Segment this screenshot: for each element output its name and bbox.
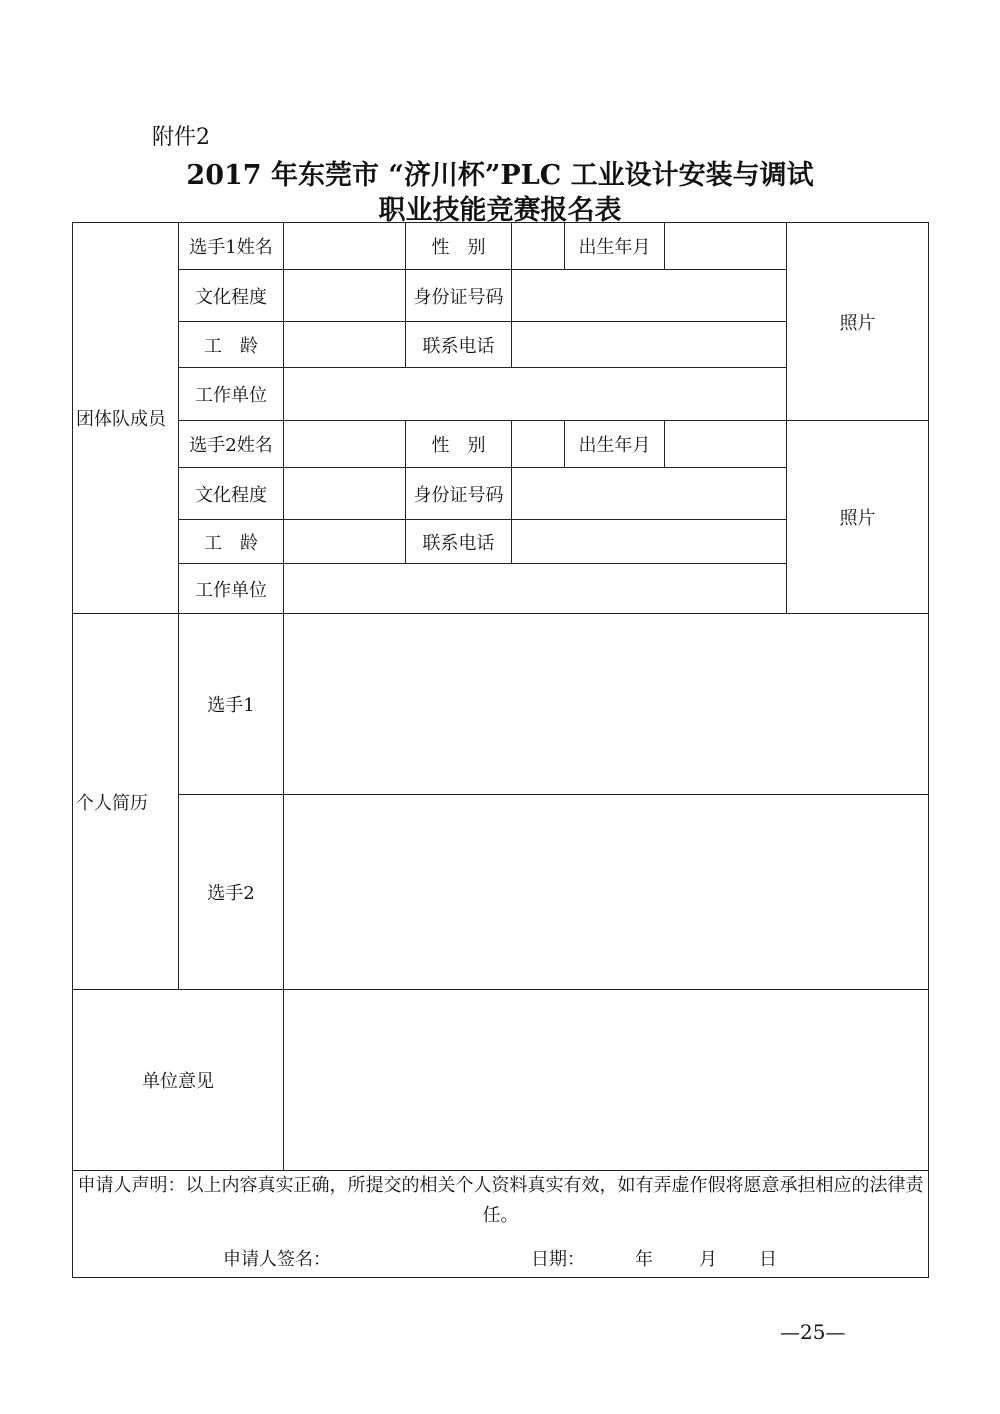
- player2-phone-field[interactable]: [512, 520, 787, 564]
- day-label: 日: [759, 1249, 777, 1270]
- player2-gender-field[interactable]: [512, 421, 565, 468]
- player2-name-field[interactable]: [284, 421, 406, 468]
- declaration-text: 申请人声明：以上内容真实正确，所提交的相关个人资料真实有效，如有弄虚作假将愿意承担相应的法律责任。: [77, 1175, 924, 1226]
- resume-player2-label: 选手2: [179, 795, 284, 990]
- unit-opinion-label: 单位意见: [73, 990, 284, 1171]
- resume-section-label: 个人简历: [73, 614, 179, 990]
- player2-birth-field[interactable]: [665, 421, 787, 468]
- player1-education-field[interactable]: [284, 270, 406, 322]
- resume-player2-field[interactable]: [284, 795, 929, 990]
- player1-name-label: 选手1姓名: [179, 223, 284, 270]
- resume-player1-field[interactable]: [284, 614, 929, 795]
- player1-photo-box[interactable]: 照片: [787, 223, 929, 421]
- team-members-label: 团体队成员: [73, 223, 179, 614]
- player2-birth-label: 出生年月: [565, 421, 665, 468]
- signature-label: 申请人签名：: [223, 1249, 331, 1270]
- player2-id-label: 身份证号码: [406, 468, 512, 520]
- player1-id-label: 身份证号码: [406, 270, 512, 322]
- player1-gender-field[interactable]: [512, 223, 565, 270]
- player1-birth-label: 出生年月: [565, 223, 665, 270]
- player1-phone-label: 联系电话: [406, 322, 512, 368]
- year-label: 年: [635, 1249, 653, 1270]
- form-title-line1: 2017 年东莞市 “济川杯”PLC 工业设计安装与调试: [186, 160, 814, 191]
- player2-gender-label: 性 别: [406, 421, 512, 468]
- form-title-line2: 职业技能竞赛报名表: [378, 195, 622, 226]
- player2-photo-box[interactable]: 照片: [787, 421, 929, 614]
- player1-birth-field[interactable]: [665, 223, 787, 270]
- player1-seniority-label: 工 龄: [179, 322, 284, 368]
- player1-phone-field[interactable]: [512, 322, 787, 368]
- player1-id-field[interactable]: [512, 270, 787, 322]
- declaration-cell: [73, 1171, 929, 1278]
- player1-education-label: 文化程度: [179, 270, 284, 322]
- player2-seniority-field[interactable]: [284, 520, 406, 564]
- page-number: —25—: [780, 1320, 846, 1344]
- player2-employer-label: 工作单位: [179, 564, 284, 614]
- registration-form-table: [72, 222, 929, 1278]
- unit-opinion-field[interactable]: [284, 990, 929, 1171]
- player2-id-field[interactable]: [512, 468, 787, 520]
- player1-employer-label: 工作单位: [179, 368, 284, 421]
- player2-name-label: 选手2姓名: [179, 421, 284, 468]
- player1-gender-label: 性 别: [406, 223, 512, 270]
- player2-seniority-label: 工 龄: [179, 520, 284, 564]
- player2-phone-label: 联系电话: [406, 520, 512, 564]
- player2-education-label: 文化程度: [179, 468, 284, 520]
- player1-seniority-field[interactable]: [284, 322, 406, 368]
- signature-line: [73, 1237, 928, 1277]
- player2-education-field[interactable]: [284, 468, 406, 520]
- player1-employer-field[interactable]: [284, 368, 787, 421]
- month-label: 月: [699, 1249, 717, 1270]
- player2-employer-field[interactable]: [284, 564, 787, 614]
- resume-player1-label: 选手1: [179, 614, 284, 795]
- date-label: 日期：: [531, 1249, 585, 1270]
- player1-name-field[interactable]: [284, 223, 406, 270]
- attachment-label: 附件2: [152, 125, 210, 150]
